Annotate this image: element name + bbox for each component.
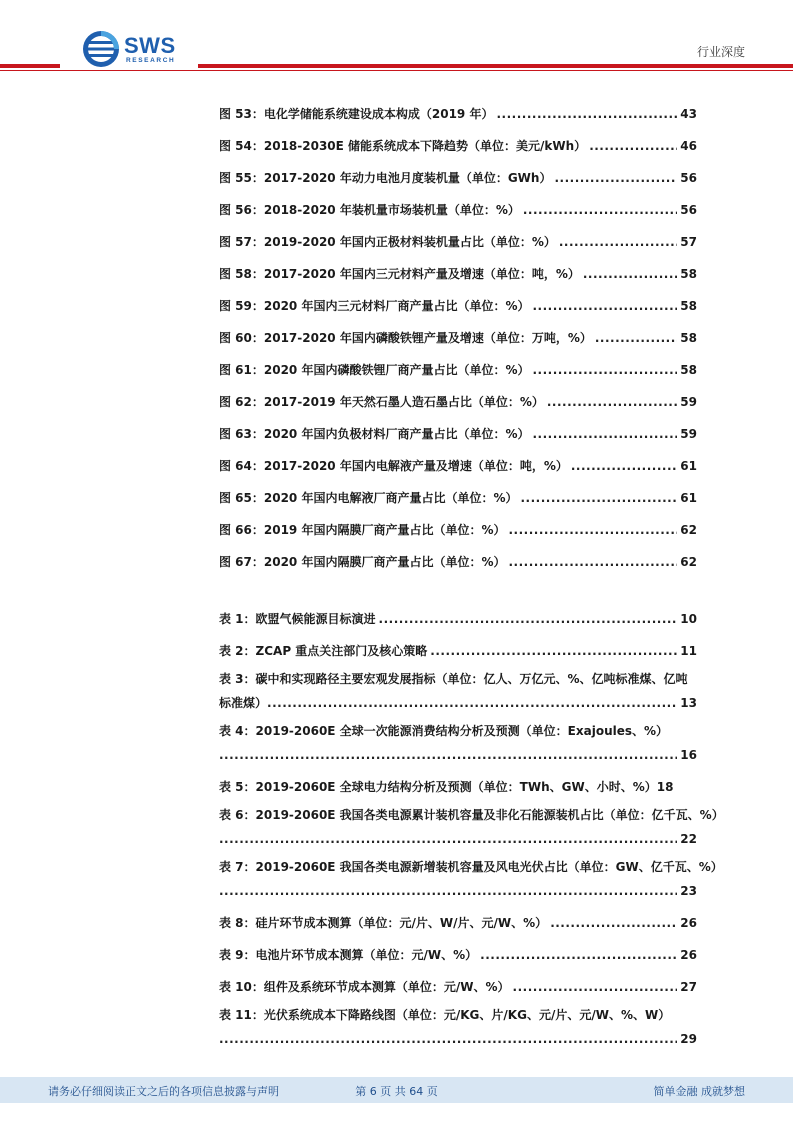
toc-entry-figure-58[interactable]: 图 58：2017-2020 年国内三元材料产量及增速（单位：吨，%） ..... 58 bbox=[219, 258, 697, 290]
header-rule-thin bbox=[0, 70, 793, 71]
brand-name: SWS bbox=[124, 33, 176, 58]
toc-entry-figure-60[interactable]: 图 60：2017-2020 年国内磷酸铁锂产量及增速（单位：万吨，%） ..... 58 bbox=[219, 322, 697, 354]
footer-slogan: 简单金融 成就梦想 bbox=[653, 1085, 745, 1098]
toc-entry-figure-59[interactable]: 图 59：2020 年国内三元材料厂商产量占比（单位：%） ..... 58 bbox=[219, 290, 697, 322]
toc-entry-figure-54[interactable]: 图 54：2018-2030E 储能系统成本下降趋势（单位：美元/kWh） ..... 46 bbox=[219, 130, 697, 162]
toc-entry-figure-62[interactable]: 图 62：2017-2019 年天然石墨人造石墨占比（单位：%） ..... 59 bbox=[219, 386, 697, 418]
report-category: 行业深度 bbox=[696, 45, 745, 59]
toc-entry-table-2[interactable]: 表 2：ZCAP 重点关注部门及核心策略 ..... 11 bbox=[219, 635, 697, 667]
brand-sub: RESEARCH bbox=[126, 57, 176, 64]
toc-entry-table-3[interactable]: 表 3：碳中和实现路径主要宏观发展指标（单位：亿人、万亿元、%、亿吨标准煤、亿吨 标准煤） ..... 13 bbox=[219, 667, 697, 719]
toc-entry-figure-65[interactable]: 图 65：2020 年国内电解液厂商产量占比（单位：%） ..... 61 bbox=[219, 482, 697, 514]
toc-entry-table-11[interactable]: 表 11：光伏系统成本下降路线图（单位：元/KG、片/KG、元/片、元/W、%、W） ..... 29 bbox=[219, 1003, 697, 1055]
toc-entry-figure-56[interactable]: 图 56：2018-2020 年装机量市场装机量（单位：%） ..... 56 bbox=[219, 194, 697, 226]
toc-entry-table-8[interactable]: 表 8：硅片环节成本测算（单位：元/片、W/片、元/W、%） ..... 26 bbox=[219, 907, 697, 939]
table-of-contents bbox=[219, 98, 724, 1055]
toc-entry-figure-53[interactable]: 图 53：电化学储能系统建设成本构成（2019 年） ..... 43 bbox=[219, 98, 697, 130]
toc-entry-table-9[interactable]: 表 9：电池片环节成本测算（单位：元/W、%） ..... 26 bbox=[219, 939, 697, 971]
toc-entry-figure-57[interactable]: 图 57：2019-2020 年国内正极材料装机量占比（单位：%） ..... 57 bbox=[219, 226, 697, 258]
header-rule-left bbox=[0, 64, 60, 68]
footer-page-number: 第 6 页 共 64 页 bbox=[355, 1085, 438, 1098]
toc-entry-table-4[interactable]: 表 4：2019-2060E 全球一次能源消费结构分析及预测（单位：Exajoules、%） ..... 16 bbox=[219, 719, 697, 771]
toc-entry-table-1[interactable]: 表 1：欧盟气候能源目标演进 ..... 10 bbox=[219, 603, 697, 635]
footer-disclaimer: 请务必仔细阅读正文之后的各项信息披露与声明 bbox=[48, 1085, 279, 1098]
toc-entry-figure-64[interactable]: 图 64：2017-2020 年国内电解液产量及增速（单位：吨，%） ..... 61 bbox=[219, 450, 697, 482]
sws-logo-icon bbox=[82, 30, 120, 68]
toc-entry-figure-63[interactable]: 图 63：2020 年国内负极材料厂商产量占比（单位：%） ..... 59 bbox=[219, 418, 697, 450]
toc-entry-figure-66[interactable]: 图 66：2019 年国内隔膜厂商产量占比（单位：%） ..... 62 bbox=[219, 514, 697, 546]
toc-entry-figure-61[interactable]: 图 61：2020 年国内磷酸铁锂厂商产量占比（单位：%） ..... 58 bbox=[219, 354, 697, 386]
sws-logo bbox=[82, 30, 192, 70]
toc-entry-table-5[interactable]: 表 5：2019-2060E 全球电力结构分析及预测（单位：TWh、GW、小时、%） 18 bbox=[219, 780, 674, 794]
toc-entry-figure-55[interactable]: 图 55：2017-2020 年动力电池月度装机量（单位：GWh） ..... 56 bbox=[219, 162, 697, 194]
header-rule-right bbox=[198, 64, 793, 68]
toc-entry-table-6[interactable]: 表 6：2019-2060E 我国各类电源累计装机容量及非化石能源装机占比（单位：亿千瓦、%） ..... 22 bbox=[219, 803, 697, 855]
toc-entry-table-7[interactable]: 表 7：2019-2060E 我国各类电源新增装机容量及风电光伏占比（单位：GW、亿千瓦、%） ..... 23 bbox=[219, 855, 697, 907]
toc-entry-table-10[interactable]: 表 10：组件及系统环节成本测算（单位：元/W、%） ..... 27 bbox=[219, 971, 697, 1003]
toc-entry-figure-67[interactable]: 图 67：2020 年国内隔膜厂商产量占比（单位：%） ..... 62 bbox=[219, 546, 697, 578]
section-gap bbox=[219, 578, 697, 603]
